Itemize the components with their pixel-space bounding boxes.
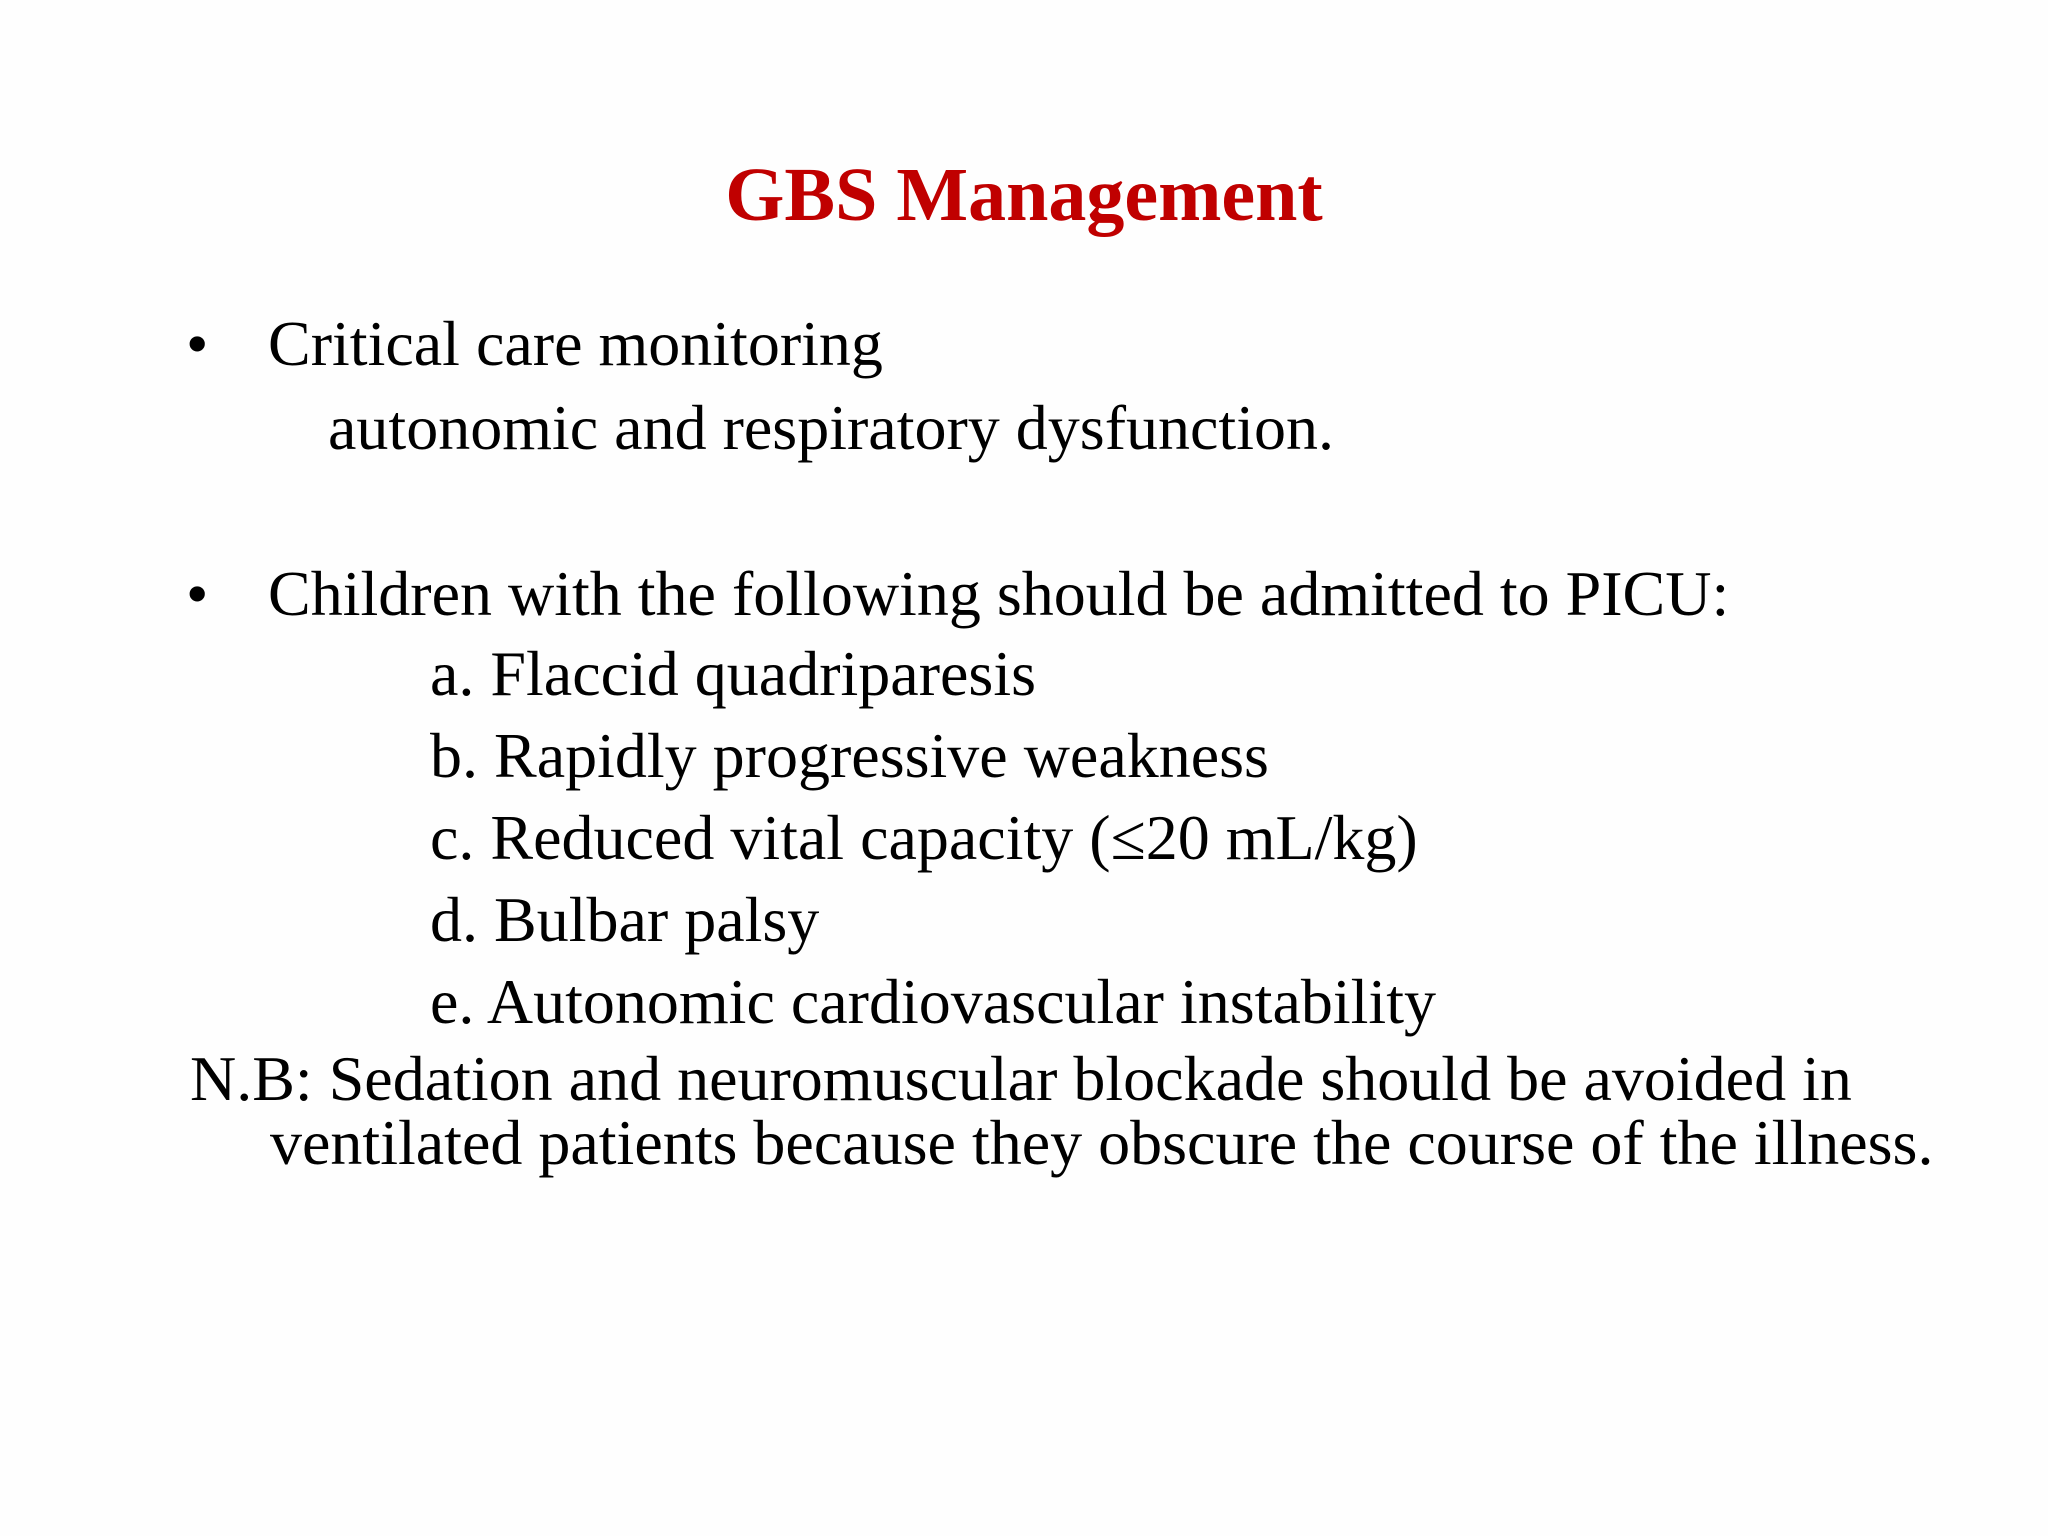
bullet-critical-care: Critical care monitoring [268, 308, 883, 379]
slide-title: GBS Management [725, 153, 1323, 237]
bullet-icon: • [186, 308, 209, 379]
bullet-critical-care-detail: autonomic and respiratory dysfunction. [328, 392, 1334, 463]
bullet-picu-admission: Children with the following should be admitted to PICU: [268, 558, 1730, 629]
picu-criterion-item: e. Autonomic cardiovascular instability [430, 966, 1436, 1037]
picu-criterion-item: c. Reduced vital capacity (≤20 mL/kg) [430, 802, 1418, 873]
nota-bene-note: N.B: Sedation and neuromuscular blockade should be avoided in ventilated patients because they obscure the course of the illness. [190, 1043, 1934, 1178]
picu-criterion-item: b. Rapidly progressive weakness [430, 720, 1269, 791]
picu-criterion-item: d. Bulbar palsy [430, 884, 820, 955]
bullet-icon: • [186, 558, 209, 629]
picu-criterion-item: a. Flaccid quadriparesis [430, 638, 1036, 709]
